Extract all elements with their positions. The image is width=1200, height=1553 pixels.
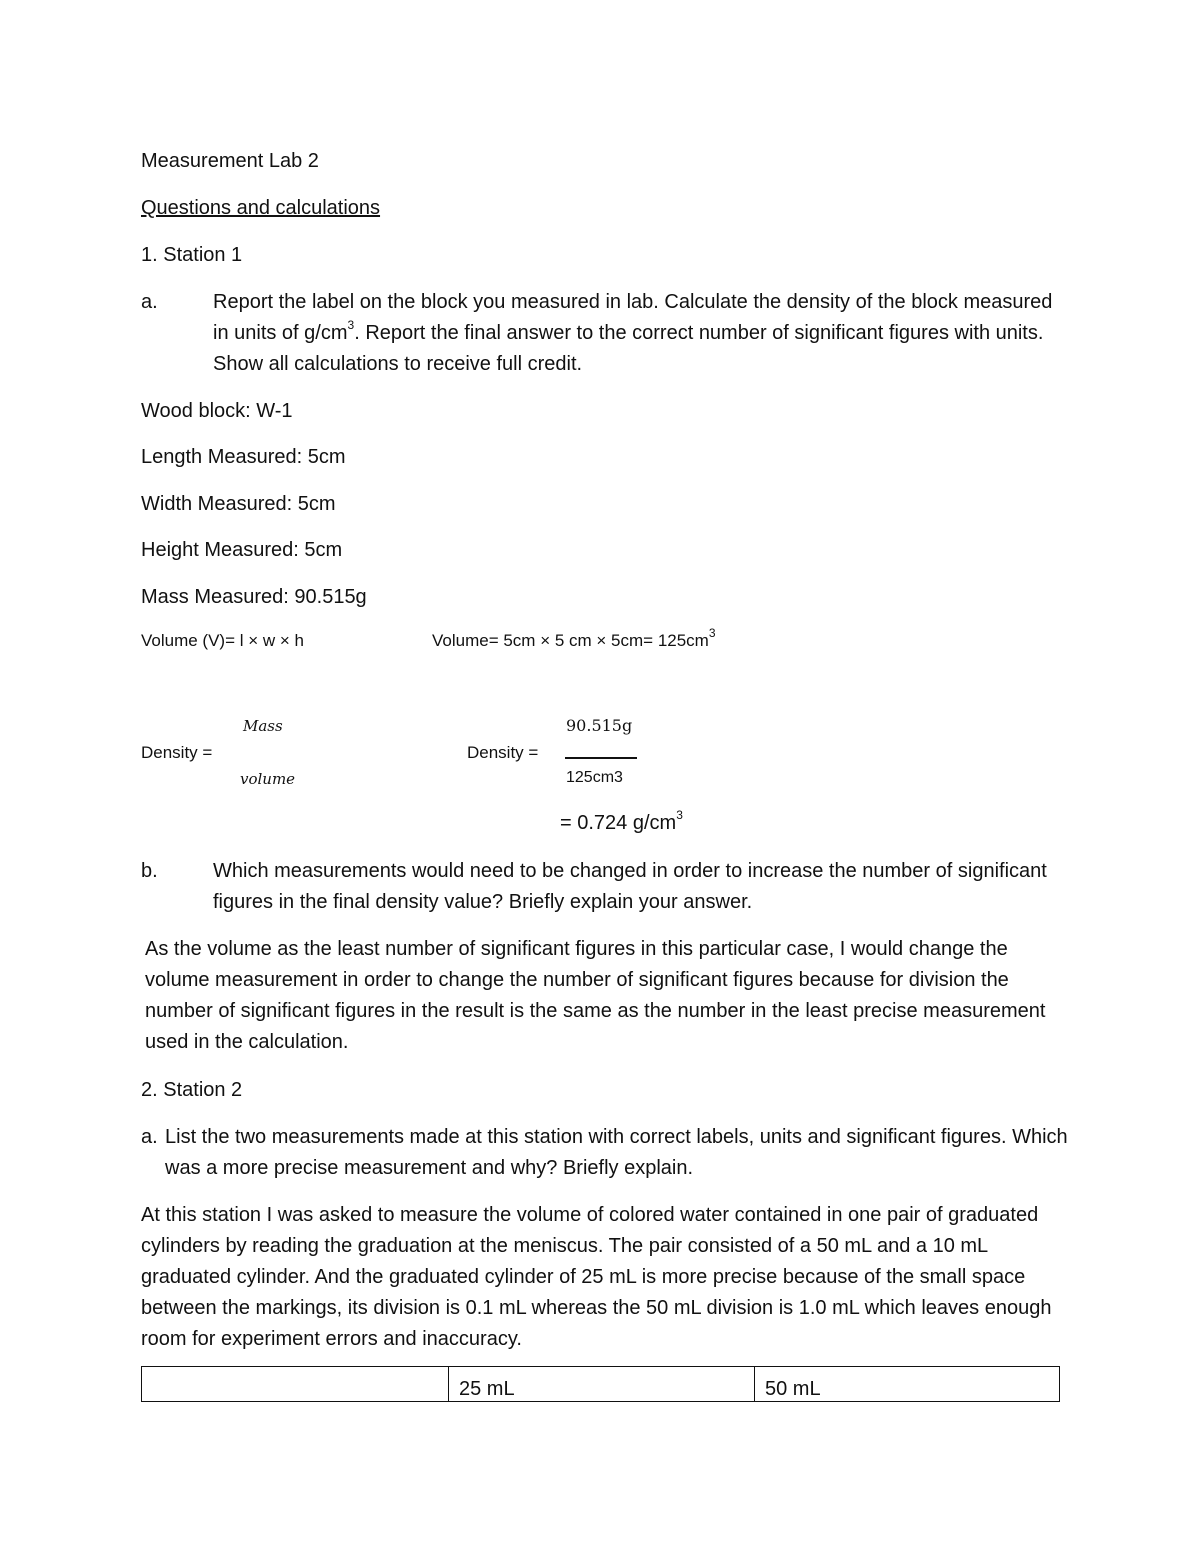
density-result-text: = 0.724 g/cm bbox=[560, 812, 677, 834]
measurement-table bbox=[141, 1366, 1060, 1402]
volume-calculation bbox=[432, 626, 716, 651]
density-denominator-left: volume bbox=[240, 770, 296, 788]
question-b-label: b. bbox=[141, 860, 158, 882]
station2-heading: 2. Station 2 bbox=[141, 1079, 243, 1101]
density-label-left: Density = bbox=[141, 743, 213, 762]
volume-calc-text: Volume= 5cm × 5 cm × 5cm= 125cm bbox=[432, 631, 709, 650]
document-title: Measurement Lab 2 bbox=[141, 150, 319, 172]
table-header-25ml: 25 mL bbox=[449, 1367, 755, 1402]
height-measured: Height Measured: 5cm bbox=[141, 539, 343, 561]
density-denominator-right: 125cm3 bbox=[566, 769, 623, 786]
volume-formula: Volume (V)= l × w × h bbox=[141, 631, 304, 650]
answer-b: As the volume as the least number of significant figures in this particular case, I would change the volume measurement in order to change the number of significant figures because for division the number of significant figures in the result is the same as the number in the least precise measurement used in the calculation. bbox=[145, 938, 1046, 1053]
question-b-text: Which measurements would need to be changed in order to increase the number of significant figures in the final density value? Briefly explain your answer. bbox=[213, 860, 1047, 913]
length-measured: Length Measured: 5cm bbox=[141, 446, 346, 468]
mass-measured: Mass Measured: 90.515g bbox=[141, 586, 367, 608]
question-2a-label: a. bbox=[141, 1126, 158, 1148]
density-label-right: Density = bbox=[467, 743, 539, 762]
station1-heading: 1. Station 1 bbox=[141, 244, 243, 266]
question-a-text-part1: Report the label on the block you measured in lab. Calculate the density of the block measured in units of g/cm bbox=[213, 291, 1053, 344]
answer-2a: At this station I was asked to measure the volume of colored water contained in one pair of graduated cylinders by reading the graduation at the meniscus. The pair consisted of a 50 mL and a 10 mL graduated cylinder. And the graduated cylinder of 25 mL is more precise because of the small space between the markings, its division is 0.1 mL whereas the 50 mL division is 1.0 mL which leaves enough room for experiment errors and inaccuracy. bbox=[141, 1204, 1052, 1350]
question-2a-text: List the two measurements made at this station with correct labels, units and significant figures. Which was a more precise measurement and why? Briefly explain. bbox=[165, 1126, 1068, 1179]
table-row bbox=[142, 1367, 1060, 1402]
width-measured: Width Measured: 5cm bbox=[141, 493, 336, 515]
density-numerator-right: 90.515g bbox=[566, 716, 633, 735]
wood-block-label: Wood block: W-1 bbox=[141, 400, 293, 422]
volume-calc-sup: 3 bbox=[708, 626, 716, 641]
station2-question-a bbox=[141, 1122, 1071, 1184]
station1-question-b bbox=[141, 856, 1071, 918]
table-header-blank bbox=[142, 1367, 449, 1402]
density-numerator-left: Mass bbox=[243, 717, 283, 735]
station1-question-a bbox=[141, 287, 1071, 380]
density-result bbox=[560, 808, 683, 839]
question-a-label: a. bbox=[141, 291, 158, 313]
density-result-sup: 3 bbox=[676, 808, 683, 823]
section-subtitle: Questions and calculations bbox=[141, 197, 381, 219]
question-a-text-part2: . Report the final answer to the correct number of significant figures with units. Show all calculations to receive full credit. bbox=[213, 322, 1044, 375]
fraction-line bbox=[565, 757, 637, 759]
question-a-sup: 3 bbox=[347, 318, 355, 333]
table-header-50ml: 50 mL bbox=[755, 1367, 1060, 1402]
